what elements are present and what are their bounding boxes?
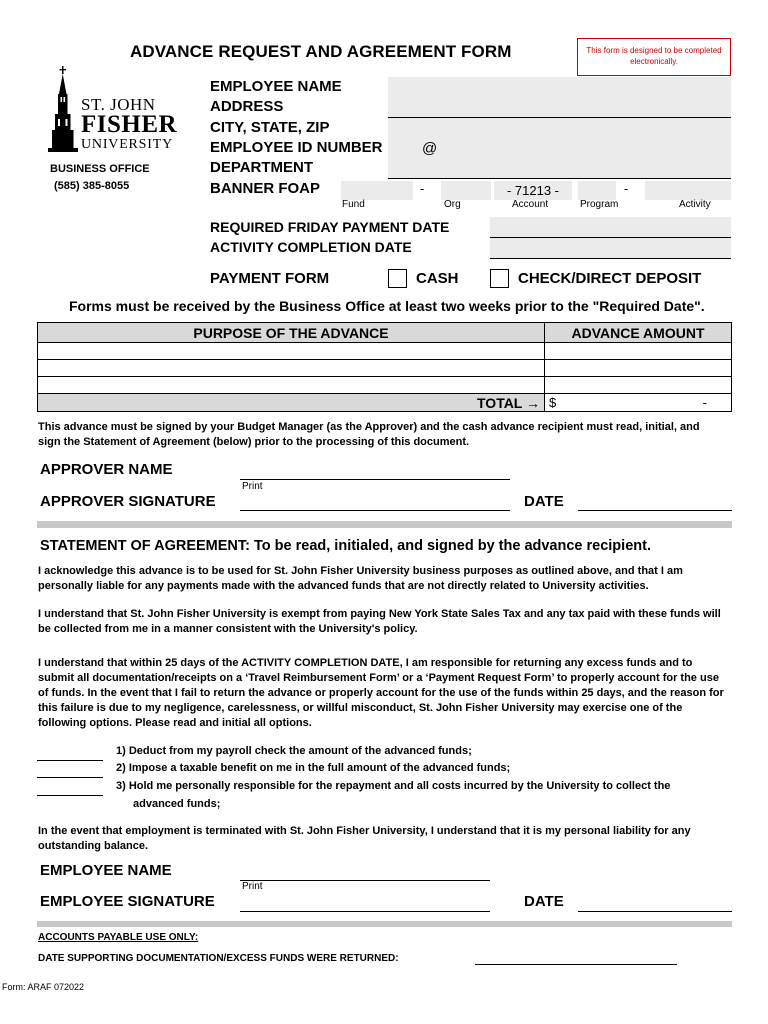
foap-account-value: - 71213 - [506,183,560,198]
city-state-zip-label: CITY, STATE, ZIP [210,119,330,136]
approver-name-field[interactable] [240,479,510,480]
initial-field-2[interactable] [37,777,103,778]
electronic-notice: This form is designed to be completed electronically. [577,38,731,76]
table-row [38,377,732,394]
foap-fund-sublabel: Fund [342,199,365,210]
agreement-paragraph-1: I acknowledge this advance is to be used for St. John Fisher University business purposes as outlined above, and that I am personally liable for any payments made with the advanced funds that are not directly related to University activities. [38,565,683,592]
employee-id-field[interactable] [388,138,731,159]
total-amount-cell [545,394,732,412]
address-label: ADDRESS [210,98,284,115]
employee-signature-field[interactable] [240,911,490,912]
employee-date-field[interactable] [578,911,732,912]
foap-sep1: - [420,181,425,196]
ap-returned-date-field[interactable] [475,964,677,965]
initial-field-3[interactable] [37,795,103,796]
agreement-paragraph-3: I understand that within 25 days of the ACTIVITY COMPLETION DATE, I am responsible for returning any excess funds and to submit all documentation/receipts on a ‘Travel Reimbursement Form’ or a ‘Payment Request Form’ to properly account for the use of funds. In the event that I fail to return the advance or properly account for the use of the funds within 25 days, and the reason for this failure is due to my negligence, carelessness, or willful misconduct, St. John Fisher University may exercise one of the following options. Please read and initial all options. [38,657,724,729]
amount-column-header: ADVANCE AMOUNT [545,323,732,343]
foap-org-sublabel: Org [444,199,461,210]
purpose-table [37,322,732,412]
payment-date-label: REQUIRED FRIDAY PAYMENT DATE [210,219,450,235]
tower-icon [48,66,78,154]
employee-name-label: EMPLOYEE NAME [210,78,342,95]
cash-checkbox[interactable] [388,269,407,288]
check-deposit-checkbox[interactable] [490,269,509,288]
total-value: - [702,395,707,410]
total-row [38,394,732,412]
approver-name-label: APPROVER NAME [40,461,173,478]
city-state-zip-field[interactable] [388,118,731,139]
business-office-phone: (585) 385-8055 [54,180,130,192]
banner-foap-label: BANNER FOAP [210,180,321,197]
foap-account-sublabel: Account [512,199,549,210]
employee-signature-label: EMPLOYEE SIGNATURE [40,893,215,910]
employee-name-sign-label: EMPLOYEE NAME [40,862,172,879]
amount-cell[interactable] [545,377,732,394]
form-id: Form: ARAF 072022 [2,982,85,992]
approver-date-label: DATE [524,493,564,510]
approval-note: This advance must be signed by your Budget Manager (as the Approver) and the cash advance recipient must read, initial, and sign the Statement of Agreement (below) prior to the processing of this document. [38,421,700,448]
department-label: DEPARTMENT [210,159,314,176]
ap-returned-label: DATE SUPPORTING DOCUMENTATION/EXCESS FUNDS WERE RETURNED: [38,953,399,964]
logo-line2: FISHER [81,111,178,138]
approver-signature-field[interactable] [240,510,510,511]
cash-label: CASH [416,270,459,287]
ap-heading: ACCOUNTS PAYABLE USE ONLY: [38,932,199,943]
foap-org-field[interactable] [441,181,491,200]
agreement-paragraph-2: I understand that St. John Fisher University is exempt from paying New York State Sales Tax and any tax paid with these funds will be collected from me in a manner consistent with the University's policy. [38,608,721,635]
approver-print-label: Print [242,481,263,492]
completion-date-label: ACTIVITY COMPLETION DATE [210,239,412,255]
logo-line3: UNIVERSITY [81,137,173,152]
option-2: 2) Impose a taxable benefit on me in the full amount of the advanced funds; [116,762,511,774]
form-title: ADVANCE REQUEST AND AGREEMENT FORM [130,42,512,61]
section-divider [37,521,732,528]
foap-activity-sublabel: Activity [679,199,711,210]
purpose-column-header: PURPOSE OF THE ADVANCE [38,323,545,343]
employee-id-label: EMPLOYEE ID NUMBER [210,139,383,156]
address-field[interactable] [388,97,731,118]
option-3: 3) Hold me personally responsible for the repayment and all costs incurred by the University to collect the [116,780,671,792]
purpose-cell[interactable] [38,360,545,377]
agreement-paragraph-4: In the event that employment is terminated with St. John Fisher University, I understand that it is my personal liability for any outstanding balance. [38,825,691,852]
table-row [38,343,732,360]
table-row [38,360,732,377]
employee-name-field[interactable] [388,77,731,98]
foap-fund-field[interactable] [341,181,413,200]
approver-signature-label: APPROVER SIGNATURE [40,493,216,510]
agreement-heading: STATEMENT OF AGREEMENT: To be read, initialed, and signed by the advance recipient. [40,538,651,554]
employee-name-sign-field[interactable] [240,880,490,881]
amount-cell[interactable] [545,343,732,360]
university-logo [48,66,188,156]
foap-account-field[interactable] [494,181,572,200]
option-1: 1) Deduct from my payroll check the amount of the advanced funds; [116,745,472,757]
logo-line1: ST. JOHN [81,95,156,114]
section-divider [37,921,732,927]
employee-id-value: @ [422,140,438,157]
foap-activity-field[interactable] [645,181,731,200]
business-office-name: BUSINESS OFFICE [50,163,150,175]
total-label: TOTAL → [38,394,545,412]
department-field[interactable] [388,158,731,179]
foap-program-field[interactable] [578,181,616,200]
initial-field-1[interactable] [37,760,103,761]
deadline-note: Forms must be received by the Business Office at least two weeks prior to the "Required Date". [69,298,705,314]
option-3-continued: advanced funds; [133,798,221,810]
foap-program-sublabel: Program [580,199,619,210]
purpose-cell[interactable] [38,377,545,394]
purpose-cell[interactable] [38,343,545,360]
approver-date-field[interactable] [578,510,732,511]
completion-date-field[interactable] [490,238,731,259]
payment-date-field[interactable] [490,217,731,238]
check-deposit-label: CHECK/DIRECT DEPOSIT [518,270,702,287]
total-currency: $ [549,395,557,410]
amount-cell[interactable] [545,360,732,377]
employee-print-label: Print [242,881,263,892]
payment-form-label: PAYMENT FORM [210,270,330,287]
employee-date-label: DATE [524,893,564,910]
foap-sep3: - [624,181,629,196]
